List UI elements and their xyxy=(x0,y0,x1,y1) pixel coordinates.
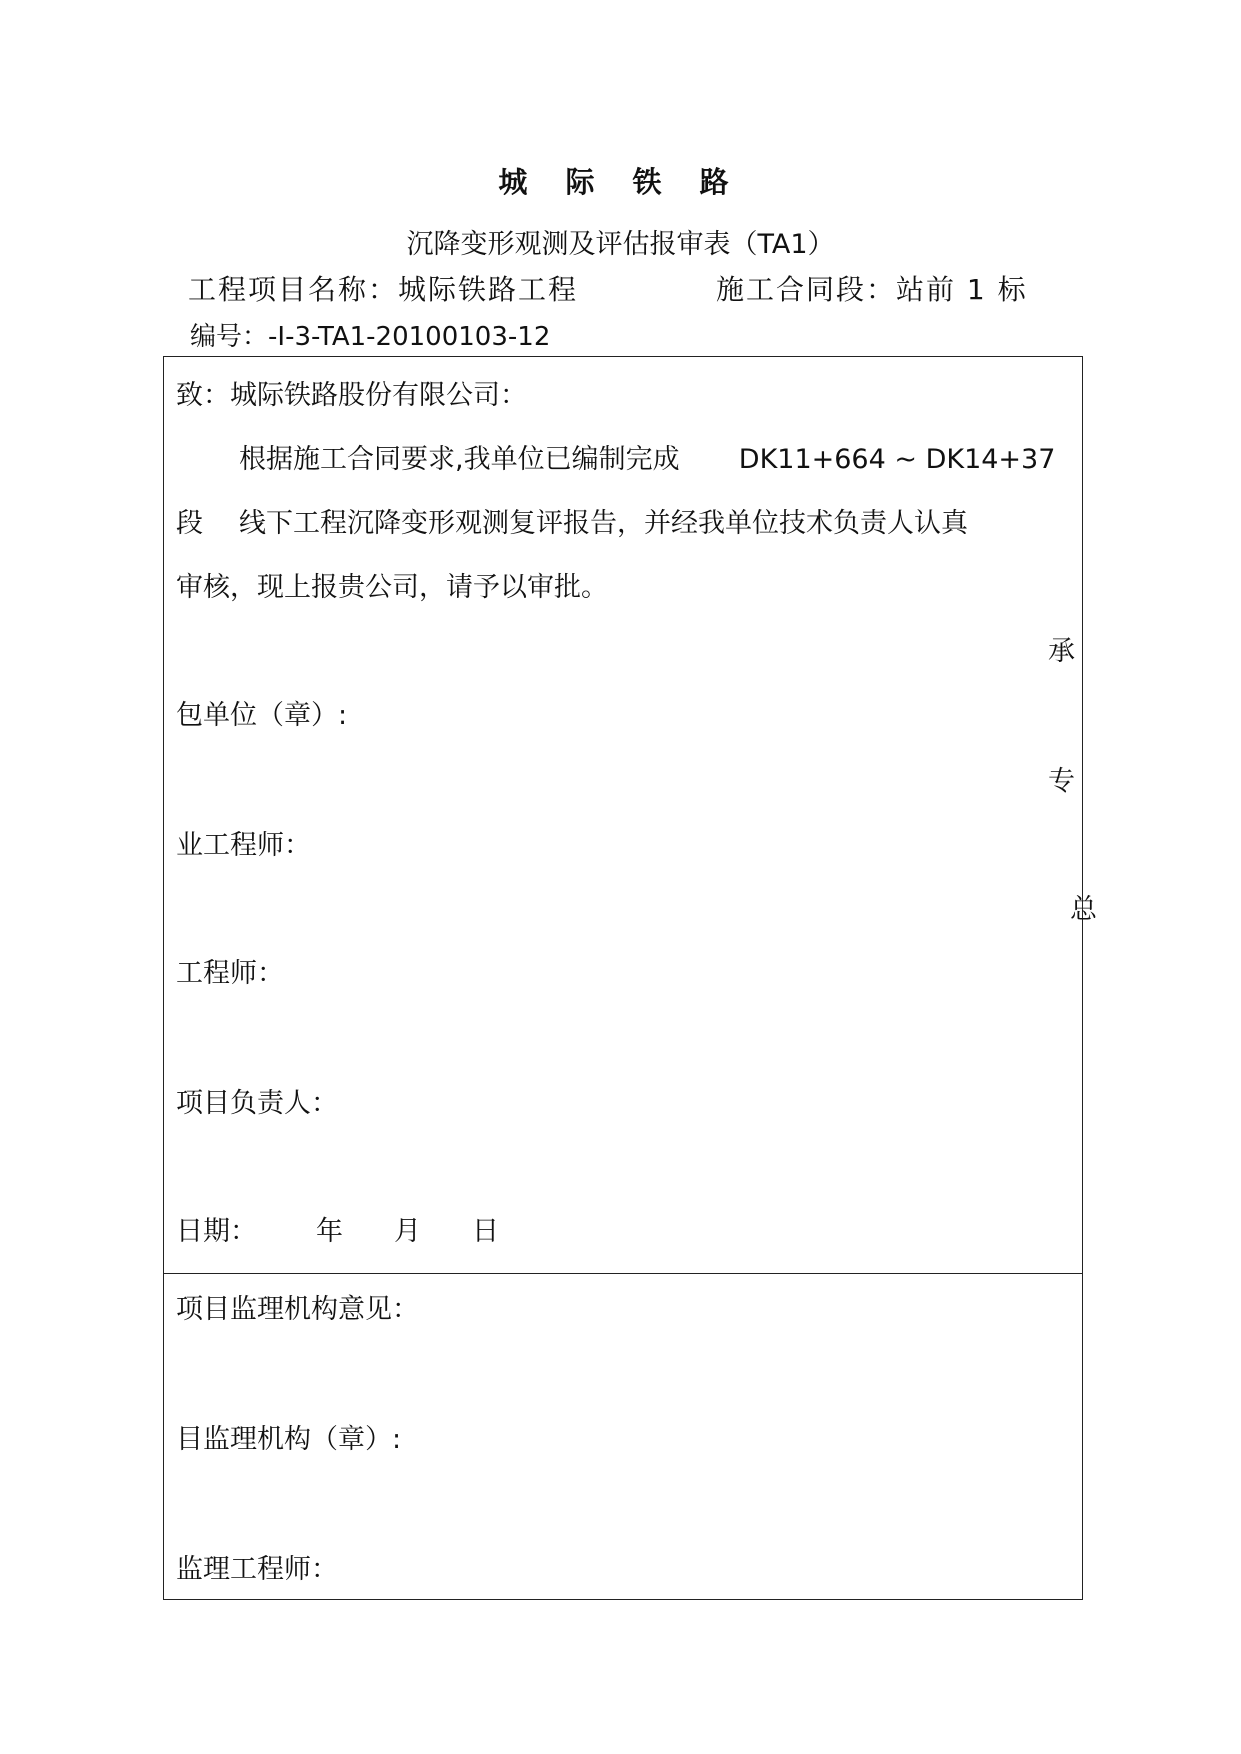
engineer-char: 专 xyxy=(1048,766,1075,797)
body-line-1 xyxy=(239,437,1055,476)
contractor-unit-label: 包单位（章）: xyxy=(176,700,348,731)
project-name-field xyxy=(188,268,578,308)
body-line-2: 线下工程沉降变形观测复评报告，并经我单位技术负责人认真 xyxy=(239,508,968,539)
supervisor-engineer-label: 监理工程师： xyxy=(176,1554,338,1585)
chief-engineer-label: 工程师： xyxy=(176,958,284,989)
project-name-value: 城际铁路工程 xyxy=(398,273,579,306)
mileage-range: DK11+664 ~ DK14+37 xyxy=(738,444,1056,475)
body-line-1-text: 根据施工合同要求,我单位已编制完成 xyxy=(239,444,680,475)
contract-section-field xyxy=(716,268,1028,308)
document-title: 城 际 铁 路 xyxy=(498,165,743,199)
date-year: 年 xyxy=(316,1216,343,1247)
contract-section-label: 施工合同段： xyxy=(716,273,897,306)
date-day: 日 xyxy=(472,1216,499,1247)
serial-number-value: -I-3-TA1-20100103-12 xyxy=(268,322,551,352)
chief-char: 总 xyxy=(1070,894,1097,925)
engineer-label: 业工程师： xyxy=(176,830,311,861)
contractor-unit-char: 承 xyxy=(1048,636,1075,667)
supervisor-opinion-label: 项目监理机构意见： xyxy=(176,1294,419,1325)
addressee: 致：城际铁路股份有限公司： xyxy=(176,380,527,411)
date-month: 月 xyxy=(394,1216,421,1247)
project-name-label: 工程项目名称： xyxy=(188,273,399,306)
form-table xyxy=(163,356,1097,1600)
date-label: 日期： xyxy=(176,1216,257,1247)
supervisor-org-label: 目监理机构（章）: xyxy=(176,1424,402,1455)
contract-section-value: 站前 1 标 xyxy=(896,273,1028,306)
body-line-3: 审核，现上报贵公司，请予以审批。 xyxy=(176,572,608,603)
serial-number-field xyxy=(190,316,550,353)
serial-number-label: 编号： xyxy=(190,322,269,352)
body-line-2-prefix: 段 xyxy=(176,508,203,539)
project-manager-label: 项目负责人： xyxy=(176,1088,338,1119)
form-subtitle: 沉降变形观测及评估报审表（TA1） xyxy=(406,229,835,260)
section-divider xyxy=(164,1273,1082,1274)
